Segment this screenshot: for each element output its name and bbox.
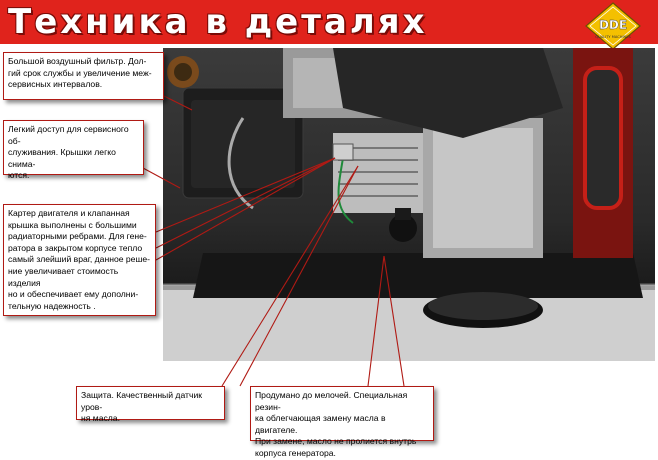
logo-text: DDE [598,18,628,32]
leader-oil-sensor-a [222,166,358,386]
leader-crankcase-b [156,158,335,248]
callout-oil-drain-text: Продумано до мелочей. Специальная резин- ка облегчающая замену масла в двигателе. При замене, масло не пролиется внутрь корпуса генератора. [255,390,417,458]
page-title: Техника в деталях [8,2,428,42]
callout-air-filter [3,52,164,100]
callout-oil-sensor [76,386,225,424]
leader-oil-drain-a [368,256,384,386]
leader-service-access [143,168,180,188]
leader-crankcase-c [156,158,335,260]
callout-service-access-text: Легкий доступ для сервисного об- служивания. Крышки легко снима- ются. [8,124,129,181]
leader-oil-sensor-b [240,166,358,386]
callout-crankcase [3,204,156,316]
callout-service-access [3,120,144,181]
callout-crankcase-text: Картер двигателя и клапанная крышка выполнены с большими радиаторными ребрами. Для гене- ратора в закрытом корпусе тепло самый злейший враг, данное реше- ние увеличивает стоимость изделия но и обеспечивает ему дополни- тельную надежность . [8,208,150,311]
leader-crankcase-a [156,158,335,232]
leader-air-filter [164,96,192,110]
leader-oil-drain-b [384,256,404,386]
callout-oil-drain [250,386,434,458]
logo-tagline: QUALITY MACHINES [595,35,631,39]
callout-oil-sensor-text: Защита. Качественный датчик уров- ня масла. [81,390,203,424]
callout-air-filter-text: Большой воздушный фильтр. Дол- гий срок службы и увеличение меж- сервисных интервалов. [8,56,152,90]
